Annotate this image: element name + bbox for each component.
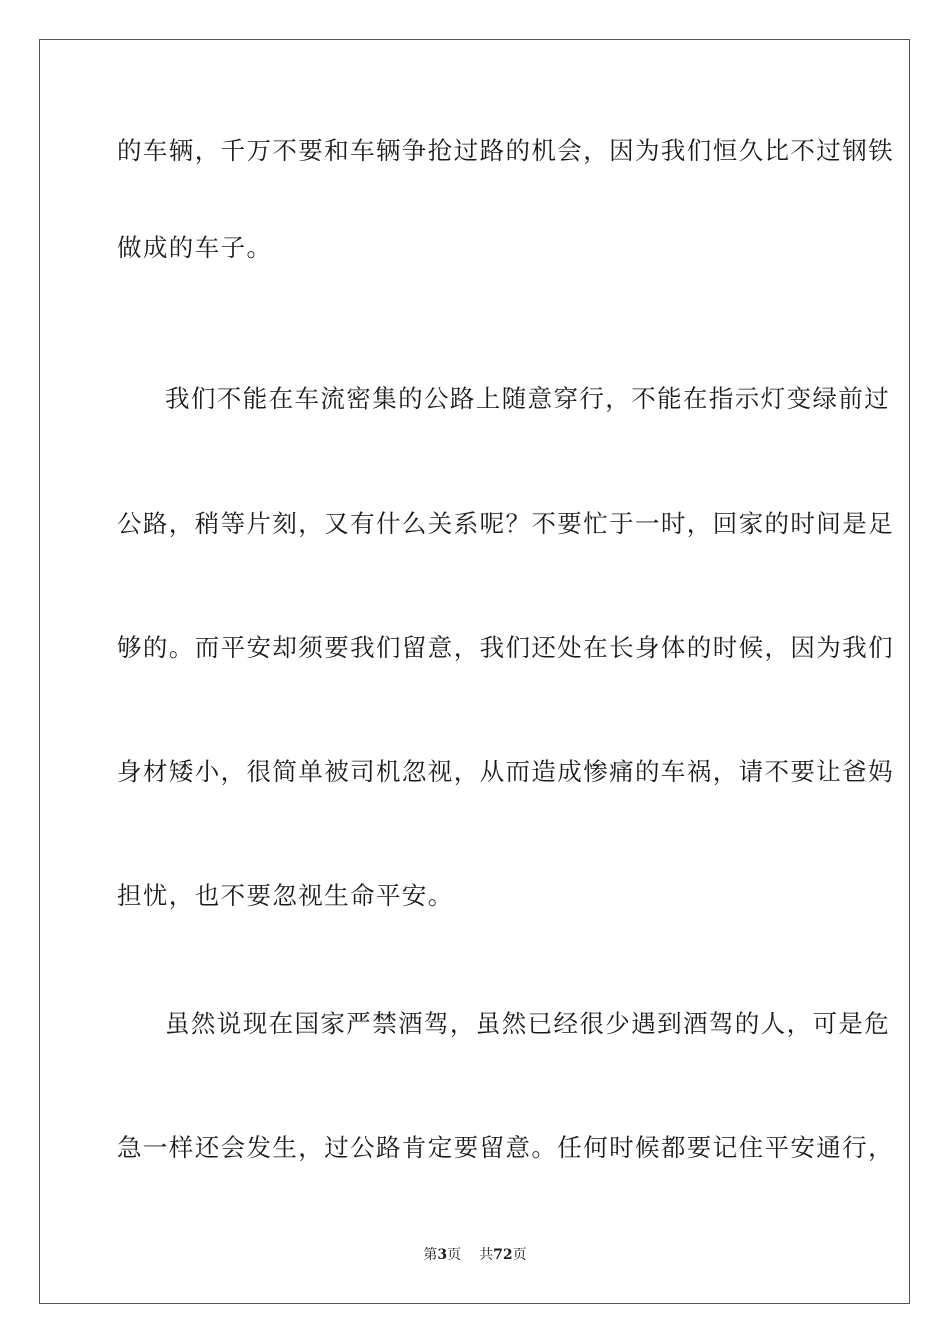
total-prefix: 共 bbox=[479, 1247, 494, 1263]
page-border bbox=[39, 39, 910, 1304]
page-suffix: 页 bbox=[447, 1247, 462, 1263]
text-line: 公路，稍等片刻，又有什么关系呢？不要忙于一时，回家的时间是足 bbox=[117, 509, 894, 538]
page-prefix: 第 bbox=[423, 1247, 438, 1263]
text-line: 的车辆，千万不要和车辆争抢过路的机会，因为我们恒久比不过钢铁 bbox=[117, 136, 894, 165]
total-pages: 72 bbox=[493, 1247, 513, 1263]
text-line: 身材矮小，很简单被司机忽视，从而造成惨痛的车祸，请不要让爸妈 bbox=[117, 757, 894, 786]
text-line: 担忧，也不要忽视生命平安。 bbox=[117, 881, 454, 910]
text-line: 做成的车子。 bbox=[117, 233, 273, 262]
text-line: 急一样还会发生，过公路肯定要留意。任何时候都要记住平安通行， bbox=[117, 1133, 894, 1162]
text-line: 虽然说现在国家严禁酒驾，虽然已经很少遇到酒驾的人，可是危 bbox=[165, 1009, 891, 1038]
total-suffix: 页 bbox=[512, 1247, 527, 1263]
text-line: 够的。而平安却须要我们留意，我们还处在长身体的时候，因为我们 bbox=[117, 633, 894, 662]
text-line: 我们不能在车流密集的公路上随意穿行，不能在指示灯变绿前过 bbox=[165, 384, 891, 413]
page-number: 3 bbox=[437, 1247, 448, 1263]
page-footer bbox=[0, 1246, 950, 1264]
